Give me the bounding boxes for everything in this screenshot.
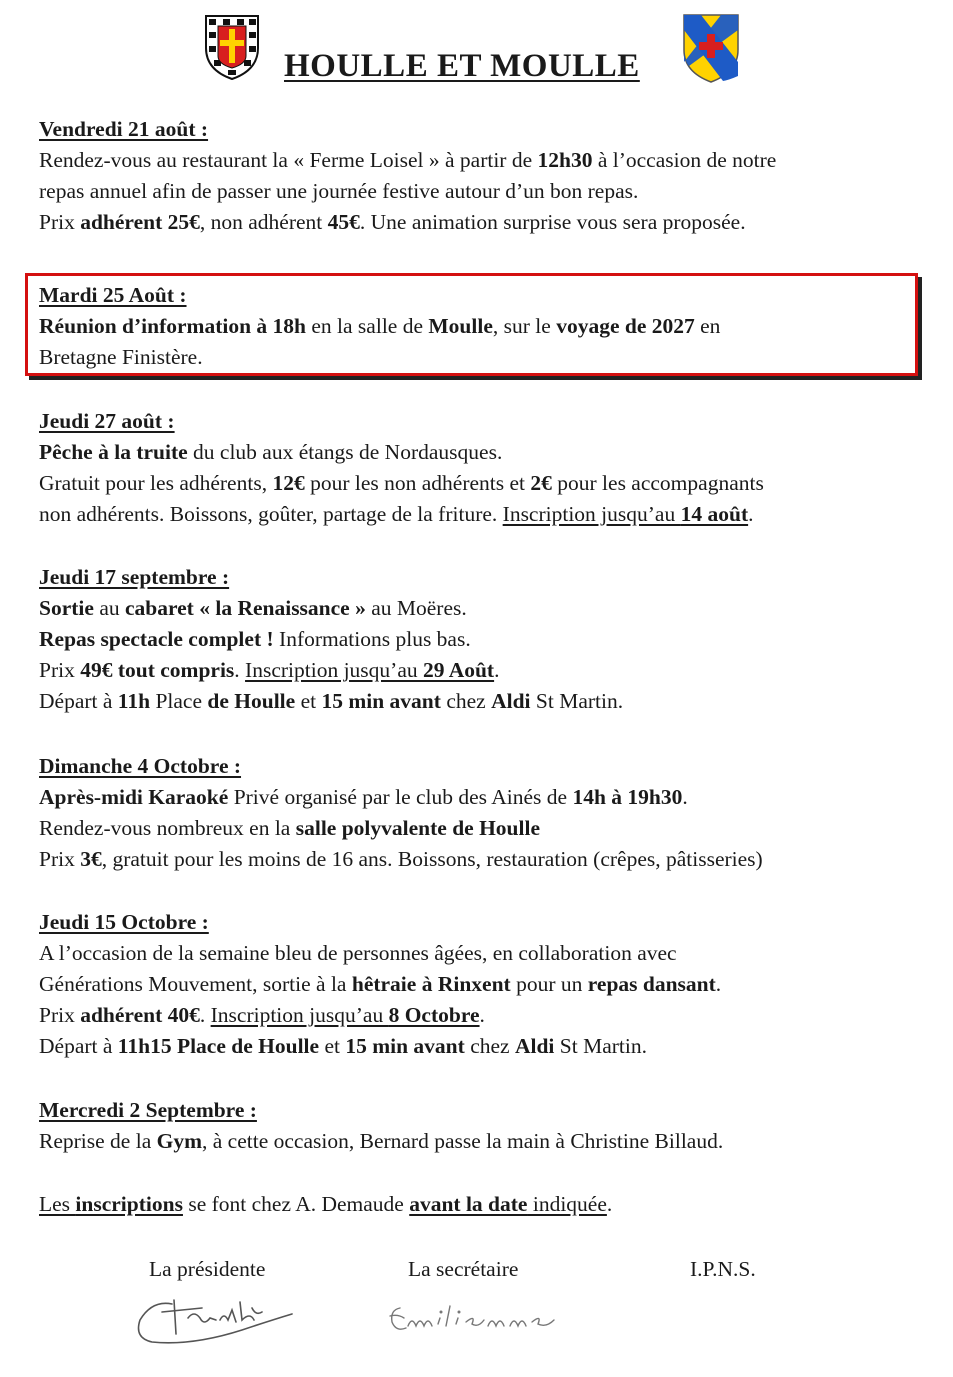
event-line: non adhérents. Boissons, goûter, partage de la friture. Inscription jusqu’au 14 août. bbox=[39, 502, 754, 526]
inscriptions-note: Les inscriptions se font chez A. Demaude avant la date indiquée. bbox=[39, 1192, 613, 1216]
event-line: Après-midi Karaoké Privé organisé par le club des Ainés de 14h à 19h30. bbox=[39, 785, 688, 809]
event-line: Réunion d’information à 18h en la salle de Moulle, sur le voyage de 2027 en bbox=[39, 314, 721, 338]
event-line: repas annuel afin de passer une journée festive autour d’un bon repas. bbox=[39, 179, 639, 203]
event-line: Pêche à la truite du club aux étangs de Nordausques. bbox=[39, 440, 503, 464]
event-jeudi-27-aout bbox=[39, 406, 919, 530]
moulle-crest-icon bbox=[679, 12, 743, 84]
event-line: Départ à 11h Place de Houlle et 15 min avant chez Aldi St Martin. bbox=[39, 689, 624, 713]
event-heading: Jeudi 17 septembre : bbox=[39, 565, 230, 589]
event-heading: Vendredi 21 août : bbox=[39, 117, 209, 141]
event-jeudi-15-octobre bbox=[39, 907, 919, 1062]
event-line: Sortie au cabaret « la Renaissance » au Moëres. bbox=[39, 596, 467, 620]
event-heading: Jeudi 27 août : bbox=[39, 409, 175, 433]
event-line: Prix adhérent 25€, non adhérent 45€. Une animation surprise vous sera proposée. bbox=[39, 210, 746, 234]
event-line: Générations Mouvement, sortie à la hêtraie à Rinxent pour un repas dansant. bbox=[39, 972, 722, 996]
footer-note bbox=[39, 1189, 919, 1220]
event-line: Bretagne Finistère. bbox=[39, 345, 203, 369]
event-line: Prix 3€, gratuit pour les moins de 16 ans. Boissons, restauration (crêpes, pâtisseries) bbox=[39, 847, 763, 871]
event-mercredi-2-septembre bbox=[39, 1095, 919, 1157]
event-line: Rendez-vous au restaurant la « Ferme Loisel » à partir de 12h30 à l’occasion de notre bbox=[39, 148, 777, 172]
event-heading: Dimanche 4 Octobre : bbox=[39, 754, 242, 778]
event-heading: Jeudi 15 Octobre : bbox=[39, 910, 209, 934]
event-vendredi-21-aout bbox=[39, 114, 919, 238]
event-jeudi-17-septembre bbox=[39, 562, 919, 717]
event-line: Prix adhérent 40€. Inscription jusqu’au 8 Octobre. bbox=[39, 1003, 485, 1027]
secretary-label: La secrétaire bbox=[408, 1257, 519, 1281]
event-line: Gratuit pour les adhérents, 12€ pour les non adhérents et 2€ pour les accompagnants bbox=[39, 471, 764, 495]
page-title: HOULLE ET MOULLE bbox=[284, 48, 640, 84]
event-dimanche-4-octobre bbox=[39, 751, 919, 875]
event-line: Repas spectacle complet ! Informations plus bas. bbox=[39, 627, 471, 651]
event-line: Prix 49€ tout compris. Inscription jusqu’au 29 Août. bbox=[39, 658, 500, 682]
event-line: Rendez-vous nombreux en la salle polyvalente de Houlle bbox=[39, 816, 540, 840]
secretary-signature-icon bbox=[386, 1300, 566, 1340]
president-signature-icon bbox=[132, 1290, 302, 1350]
president-label: La présidente bbox=[149, 1257, 266, 1281]
event-heading: Mardi 25 Août : bbox=[39, 283, 187, 307]
ipns-label: I.P.N.S. bbox=[690, 1257, 756, 1281]
event-line: Départ à 11h15 Place de Houlle et 15 min avant chez Aldi St Martin. bbox=[39, 1034, 647, 1058]
event-line: A l’occasion de la semaine bleu de personnes âgées, en collaboration avec bbox=[39, 941, 677, 965]
event-mardi-25-aout bbox=[39, 280, 919, 373]
event-heading: Mercredi 2 Septembre : bbox=[39, 1098, 257, 1122]
event-line: Reprise de la Gym, à cette occasion, Bernard passe la main à Christine Billaud. bbox=[39, 1129, 724, 1153]
houlle-crest-icon bbox=[200, 12, 264, 82]
